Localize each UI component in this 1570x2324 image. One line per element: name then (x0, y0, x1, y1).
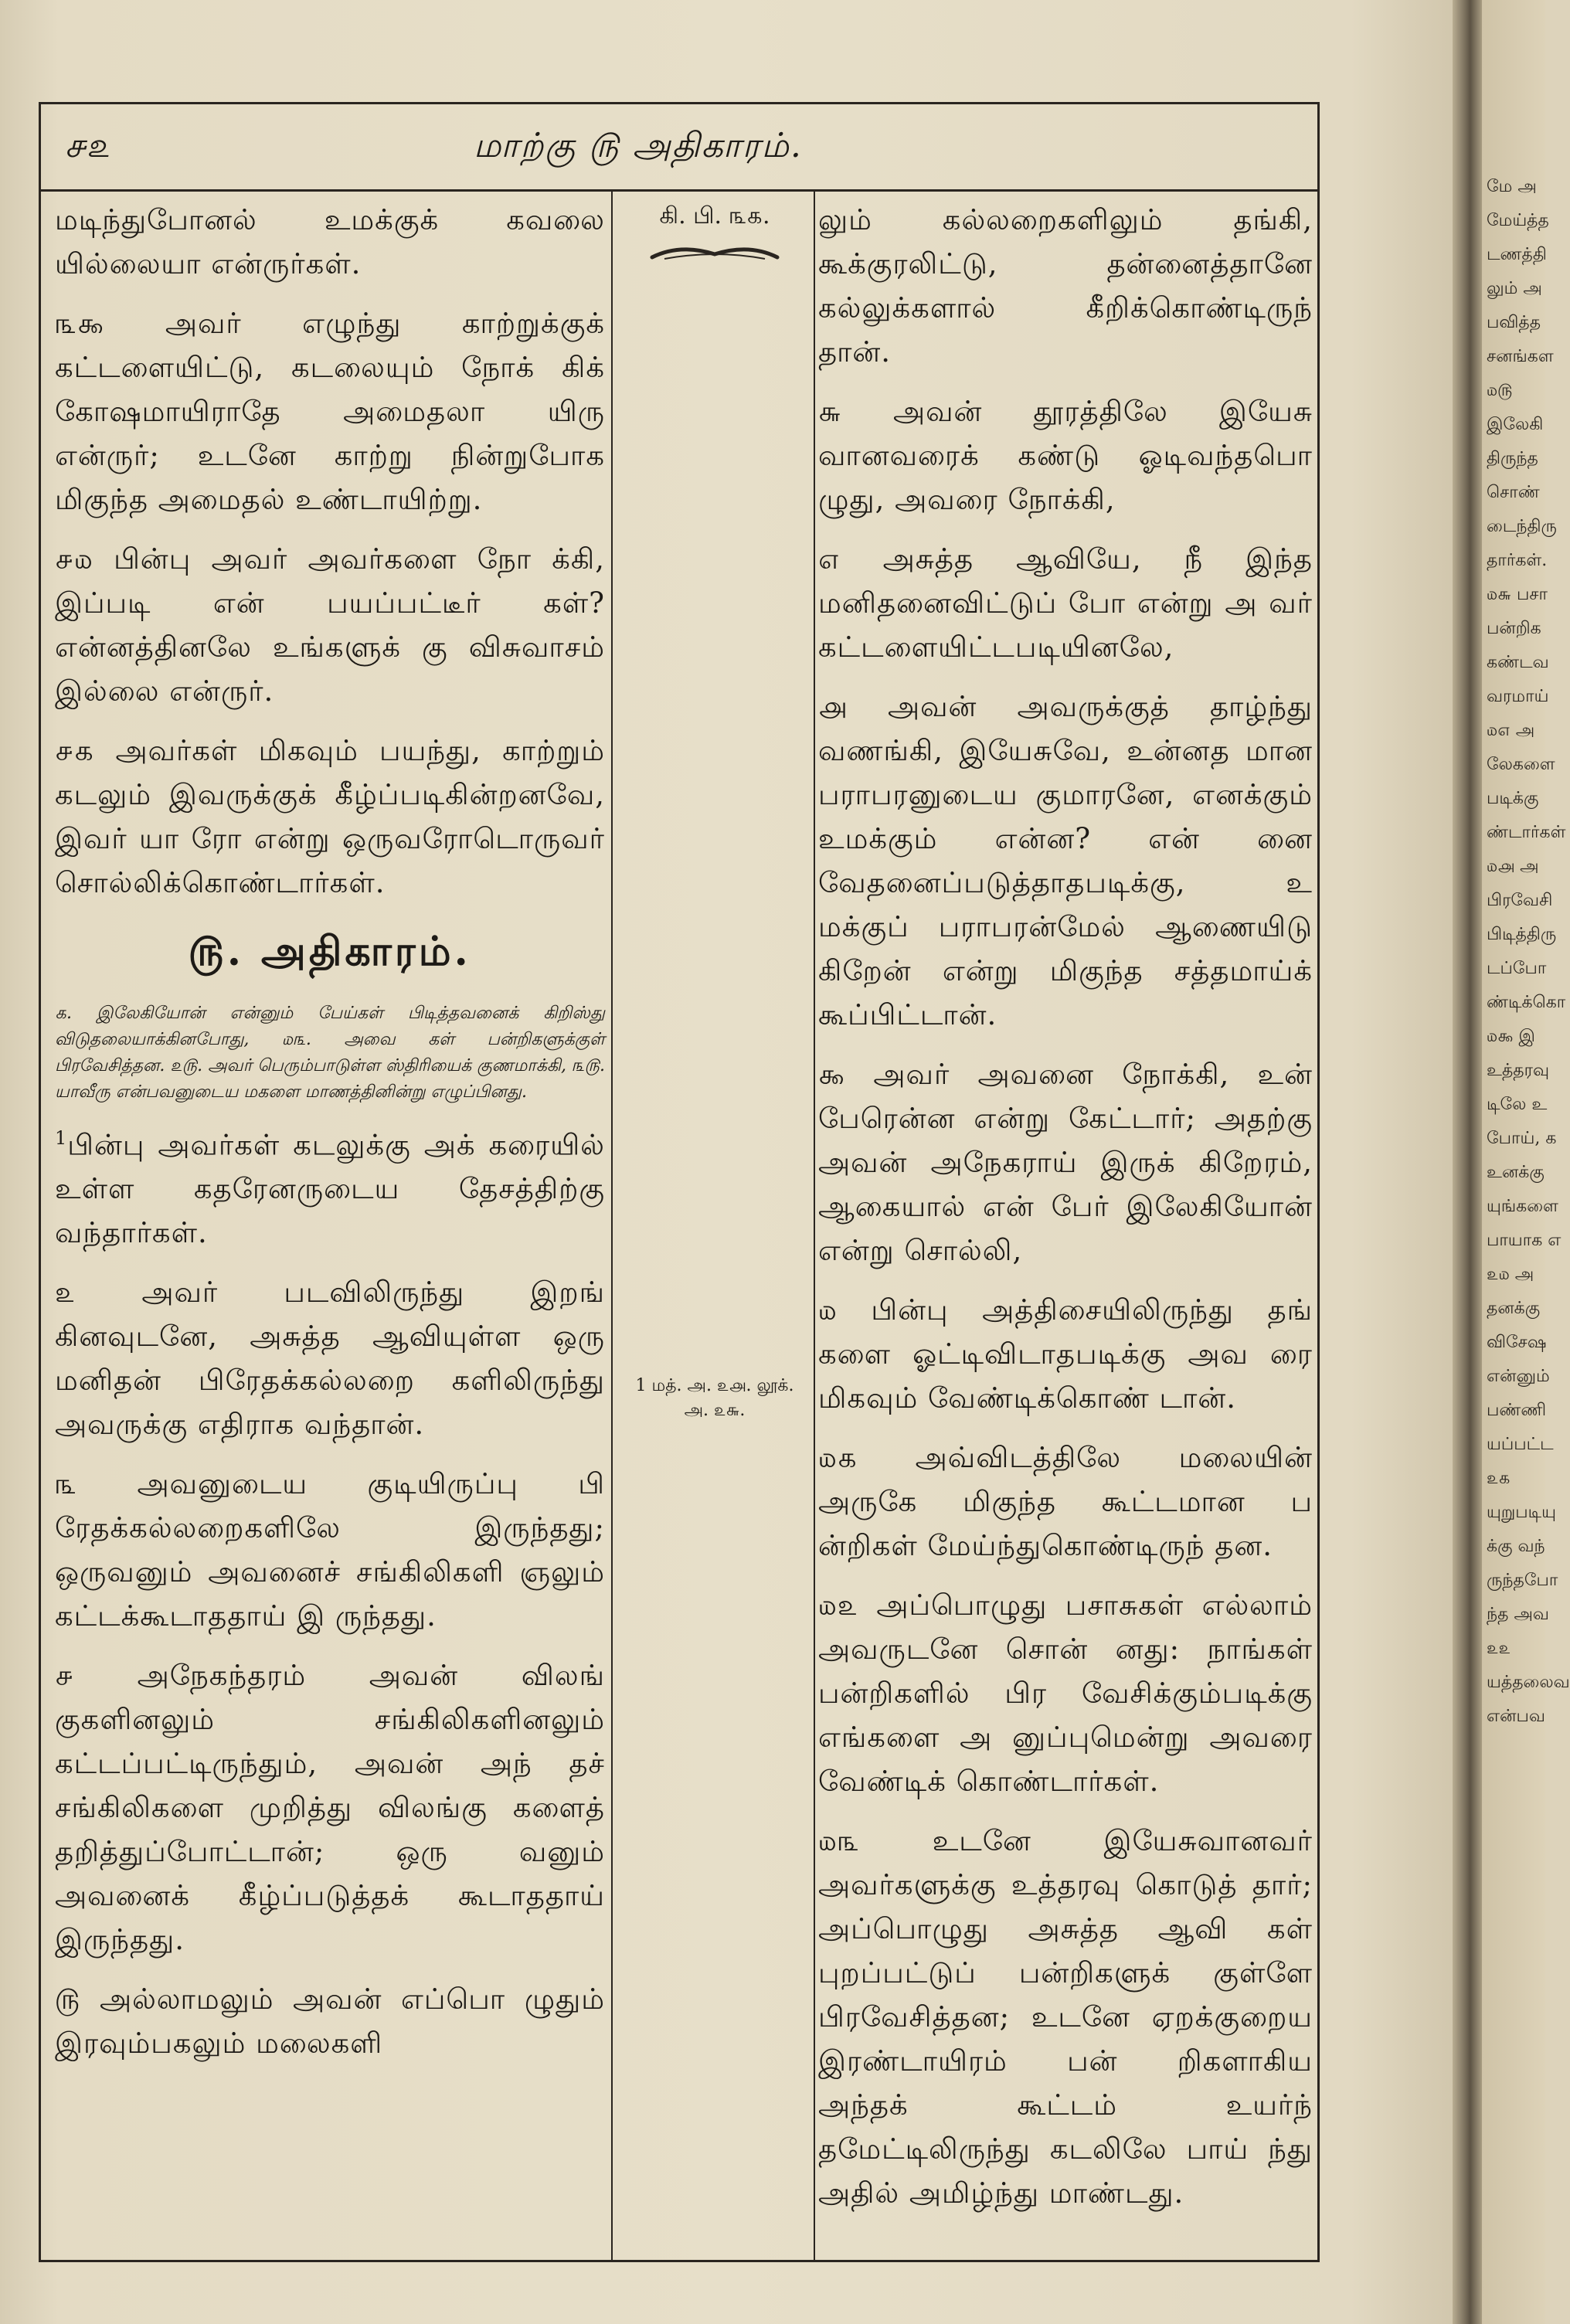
verse-paragraph: லும் கல்லறைகளிலும் தங்கி, கூக்குரலிட்டு, தன்னைத்தானே கல்லுக்களால் கீறிக்கொண்டிருந் தான். (818, 203, 1313, 369)
next-page-line: ௨௨ (1487, 1639, 1511, 1658)
next-page-line: க்கு வந் (1487, 1537, 1545, 1556)
column-rule-right (814, 192, 815, 2260)
right-column (818, 192, 1313, 2247)
next-page-line: ௨௰ அ (1487, 1265, 1534, 1284)
next-page-line: என்பவ (1487, 1707, 1545, 1726)
next-page-line: ண்டார்கள் (1487, 823, 1566, 842)
chapter-summary: ௧. இலேகியோன் என்னும் பேய்கள் பிடித்தவனைக் கிறிஸ்து விடுதலையாக்கினபோது, ௰௩. அவை கள் பன்றிகளுக்குள் பிரவேசித்தன. ௨௫. அவர் பெரும்பாடுள்ள ஸ்திரியைக் குணமாக்கி, ௩௫. யாவீரு என்பவனுடைய மகளை மாணத்தினின்று எழுப்பினது. (55, 1004, 605, 1102)
chapter-heading: ௫. அதிகாரம். (189, 928, 471, 975)
next-page-line: மே அ (1487, 177, 1537, 196)
next-page-line: லும் அ (1487, 279, 1542, 298)
next-page-line: பவித்த (1487, 313, 1541, 332)
next-page-line: கண்டவ (1487, 653, 1549, 672)
verse-paragraph: ௪௧ அவர்கள் மிகவும் பயந்து, காற்றும் கடலும் இவருக்குக் கீழ்ப்படிகின்றனவே, இவர் யா ரோ என்று ஒருவரோடொருவர் சொல்லிக்கொண்டார்கள். (55, 734, 605, 899)
next-page-lines (1482, 0, 1570, 1734)
verse-paragraph: மடிந்துபோனல் உமக்குக் கவலை யில்லையா என்ருர்கள். (55, 203, 605, 280)
next-page-line: டிலே உ (1487, 1095, 1548, 1114)
next-page-line: வரமாய் (1487, 687, 1549, 706)
next-page-line: தார்கள். (1487, 551, 1548, 570)
verse-paragraph: ௰ பின்பு அத்திசையிலிருந்து தங் களை ஓட்டிவிடாதபடிக்கு அவ ரை மிகவும் வேண்டிக்கொண் டான். (818, 1293, 1313, 1415)
verse-paragraph: ௨ அவர் படவிலிருந்து இறங் கினவுடனே, அசுத்த ஆவியுள்ள ஒரு மனிதன் பிரேதக்கல்லறை களிலிருந்து அவருக்கு எதிராக வந்தான். (55, 1276, 605, 1442)
verse-paragraph: ௰௨ அப்பொழுது பசாசுகள் எல்லாம் அவருடனே சொன் னது: நாங்கள் பன்றிகளில் பிர வேசிக்கும்படிக்கு எங்களை அ னுப்புமென்று அவரை வேண்டிக் கொண்டார்கள். (818, 1588, 1313, 1798)
next-page-line: சொண் (1487, 483, 1540, 502)
cross-reference: 1 மத். அ. ௨௮. லூக். அ. ௨௬. (635, 1376, 794, 1420)
footnote-marker: 1 (55, 1127, 68, 1149)
verse-paragraph: ௩௯ அவர் எழுந்து காற்றுக்குக் கட்டளையிட்டு, கடலையும் நோக் கிக் கோஷமாயிராதே அமைதலா யிரு என்ருர்; உடனே காற்று நின்றுபோக மிகுந்த அமைதல் உண்டாயிற்று. (55, 307, 605, 516)
next-page-line: யத்தலைவ (1487, 1673, 1570, 1692)
middle-column (622, 192, 807, 2247)
year-heading: கி. பி. ௩௧. (659, 202, 770, 229)
verse-paragraph: ௫ அல்லாமலும் அவன் எப்பொ ழுதும் இரவும்பகலும் மலைகளி (55, 1983, 605, 2061)
next-page-line: உத்தரவு (1487, 1061, 1550, 1080)
next-page-line: பாயாக எ (1487, 1231, 1562, 1250)
next-page-line: டைந்திரு (1487, 517, 1557, 536)
ornament-flourish (649, 240, 780, 263)
verse-paragraph: ௯ அவர் அவனை நோக்கி, உன் பேரென்ன என்று கேட்டார்; அதற்கு அவன் அநேகராய் இருக் கிறேரம், ஆகையால் என் பேர் இலேகியோன் என்று சொல்லி, (818, 1058, 1313, 1267)
page-frame (39, 102, 1320, 2262)
verse-paragraph: ௮ அவன் அவருக்குத் தாழ்ந்து வணங்கி, இயேசுவே, உன்னத மான பராபரனுடைய குமாரனே, எனக்கும் உமக்கும் என்ன? என் னை வேதனைப்படுத்தாதபடிக்கு, உ மக்குப் பராபரன்மேல் ஆணையிடு கிறேன் என்று மிகுந்த சத்தமாய்க் கூப்பிட்டான். (818, 690, 1313, 1031)
next-page-line: பண்ணி (1487, 1401, 1547, 1420)
next-page-line: என்னும் (1487, 1367, 1550, 1386)
verse-paragraph: ௪ அநேகந்தரம் அவன் விலங் குகளினலும் சங்கிலிகளினலும் கட்டப்பட்டிருந்தும், அவன் அந் தச் சங்கிலிகளை முறித்து விலங்கு களைத் தறித்துப்போட்டான்; ஒரு வனும் அவனைக் கீழ்ப்படுத்தக் கூடாததாய் இருந்தது. (55, 1659, 605, 1957)
verse-paragraph: ௩ அவனுடைய குடியிருப்பு பி ரேதக்கல்லறைகளிலே இருந்தது; ஒருவனும் அவனைச் சங்கிலிகளி ஞலும் கட்டக்கூடாததாய் இ ருந்தது. (55, 1467, 605, 1633)
verse-paragraph: ௰௩ உடனே இயேசுவானவர் அவர்களுக்கு உத்தரவு கொடுத் தார்; அப்பொழுது அசுத்த ஆவி கள் புறப்பட்டுப் பன்றிகளுக் குள்ளே பிரவேசித்தன; உடனே ஏறக்குறைய இரண்டாயிரம் பன் றிகளாகிய அந்தக் கூட்டம் உயர்ந் தமேட்டிலிருந்து கடலிலே பாய் ந்து அதில் அமிழ்ந்து மாண்டது. (818, 1824, 1313, 2210)
page-header (41, 104, 1317, 192)
next-page-line: படிக்கு (1487, 789, 1539, 808)
verse-paragraph (55, 1116, 605, 1255)
next-page-line: மேய்த்த (1487, 211, 1549, 230)
next-page-line: ௰௬ பசா (1487, 585, 1548, 604)
next-page-line: விசேஷ (1487, 1333, 1547, 1352)
next-page-line: திருந்த (1487, 449, 1538, 468)
running-head: மாற்கு ௫ அதிகாரம். (474, 126, 803, 165)
next-page-line: லேகளை (1487, 755, 1555, 774)
next-page-line: ௰௫ (1487, 381, 1513, 400)
next-page-line: இலேகி (1487, 415, 1544, 434)
next-page-line: ண்டிக்கொ (1487, 993, 1566, 1012)
left-column (55, 192, 605, 2247)
next-page-line: பன்றிக (1487, 619, 1541, 638)
next-page-line: யுங்களை (1487, 1197, 1558, 1216)
verse-paragraph: ௪௰ பின்பு அவர் அவர்களை நோ க்கி, இப்படி என் பயப்பட்டீர் கள்? என்னத்தினலே உங்களுக் கு விசுவாசம் இல்லை என்ருர். (55, 542, 605, 708)
next-page-line: போய், க (1487, 1129, 1557, 1148)
next-page-line: ந்த அவ (1487, 1605, 1549, 1624)
book-gutter (1453, 0, 1482, 2324)
column-rule-left (611, 192, 613, 2260)
verse-paragraph: ௰௧ அவ்விடத்திலே மலையின் அருகே மிகுந்த கூட்டமான ப ன்றிகள் மேய்ந்துகொண்டிருந் தன. (818, 1441, 1313, 1562)
next-page-line: தனக்கு (1487, 1299, 1541, 1318)
next-page-line: யுறுபடியு (1487, 1503, 1556, 1522)
next-page-line: உனக்கு (1487, 1163, 1545, 1182)
next-page-line: ௨௧ (1487, 1469, 1511, 1488)
next-page-line: யப்பட்ட (1487, 1435, 1554, 1454)
verse-text: பின்பு அவர்கள் கடலுக்கு அக் கரையில் உள்ள கதரேனருடைய தேசத்திற்கு வந்தார்கள். (55, 1128, 605, 1250)
next-page-line: டப்போ (1487, 959, 1547, 978)
next-page-line: ௰௮ அ (1487, 857, 1539, 876)
next-page-line: ௰௯ இ (1487, 1027, 1535, 1046)
page-number: ௪௨ (64, 126, 110, 165)
next-page-line: பிரவேசி (1487, 891, 1553, 910)
next-page-line: ருந்தபோ (1487, 1571, 1558, 1590)
next-page-edge (1482, 0, 1570, 2324)
verse-paragraph: ௭ அசுத்த ஆவியே, நீ இந்த மனிதனைவிட்டுப் போ என்று அ வர் கட்டளையிட்டபடியினலே, (818, 542, 1313, 664)
next-page-line: டணத்தி (1487, 245, 1547, 264)
next-page-line: ௰௭ அ (1487, 721, 1535, 740)
next-page-line: பிடித்திரு (1487, 925, 1557, 944)
next-page-line: சனங்கள (1487, 347, 1554, 366)
verse-paragraph: ௬ அவன் தூரத்திலே இயேசு வானவரைக் கண்டு ஓடிவந்தபொ ழுது, அவரை நோக்கி, (818, 395, 1313, 516)
